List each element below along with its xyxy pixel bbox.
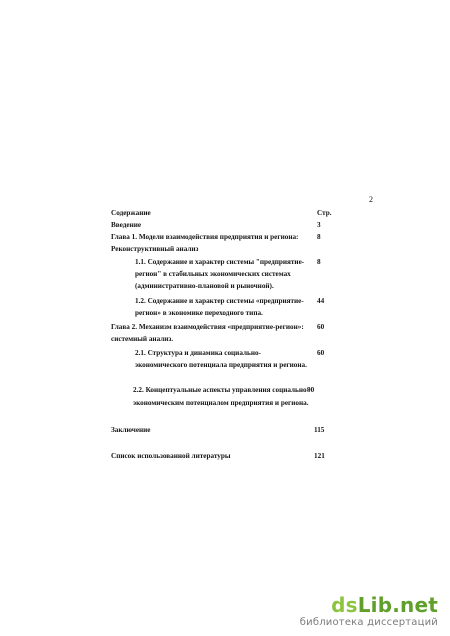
- toc-heading: Содержание: [111, 209, 151, 217]
- toc-entry-page: 8: [317, 233, 321, 241]
- toc-entry-text: 2.2. Концептуальные аспекты управления социально-: [133, 386, 309, 394]
- toc-entry-page: 44: [317, 297, 325, 305]
- toc-entry-text: 1.2. Содержание и характер системы «предприятие-: [135, 297, 304, 305]
- page-number: 2: [369, 195, 373, 204]
- toc-entry-text: Список использованной литературы: [111, 452, 231, 460]
- toc-entry-text: Заключение: [111, 426, 151, 434]
- toc-entry-text: 1.1. Содержание и характер системы "предприятие-: [135, 258, 305, 266]
- toc-page-column-heading: Стр.: [317, 209, 332, 217]
- toc-entry-text: экономическим потенциалом предприятия и региона.: [133, 399, 309, 407]
- logo-ds: ds: [331, 593, 358, 617]
- dslib-watermark: [300, 595, 438, 628]
- toc-entry-text: регион" в стабильных экономических системах: [135, 270, 291, 278]
- toc-entry-page: 121: [314, 452, 325, 460]
- toc-entry-text: (административно-плановой и рыночной).: [135, 282, 274, 290]
- toc-entry-page: 90: [307, 386, 315, 394]
- watermark-subtitle: библиотека диссертаций: [299, 617, 438, 628]
- toc-entry-text: экономического потенциала предприятия и региона.: [135, 361, 307, 369]
- toc-entry-text: регион» в экономике переходного типа.: [135, 309, 263, 317]
- toc-entry-text: Введение: [111, 221, 142, 229]
- toc-entry-page: 3: [317, 221, 321, 229]
- toc-entry-text: 2.1. Структура и динамика социально-: [135, 349, 261, 357]
- toc-entry-text: Реконструктивный анализ: [111, 245, 199, 253]
- toc-entry-page: 60: [317, 323, 325, 331]
- logo-tld: .net: [392, 593, 438, 617]
- toc-entry-page: 8: [317, 258, 321, 266]
- logo-lib: Lib: [357, 593, 393, 617]
- toc-entry-text: Глава 1. Модели взаимодействия предприятия и региона:: [111, 233, 299, 241]
- toc-entry-text: Глава 2. Механизм взаимодействия «предприятие-регион»:: [111, 323, 304, 331]
- toc-entry-text: системный анализ.: [111, 335, 174, 343]
- toc-entry-page: 115: [314, 426, 325, 434]
- toc-entry-page: 60: [317, 349, 325, 357]
- dslib-logo: [300, 595, 438, 615]
